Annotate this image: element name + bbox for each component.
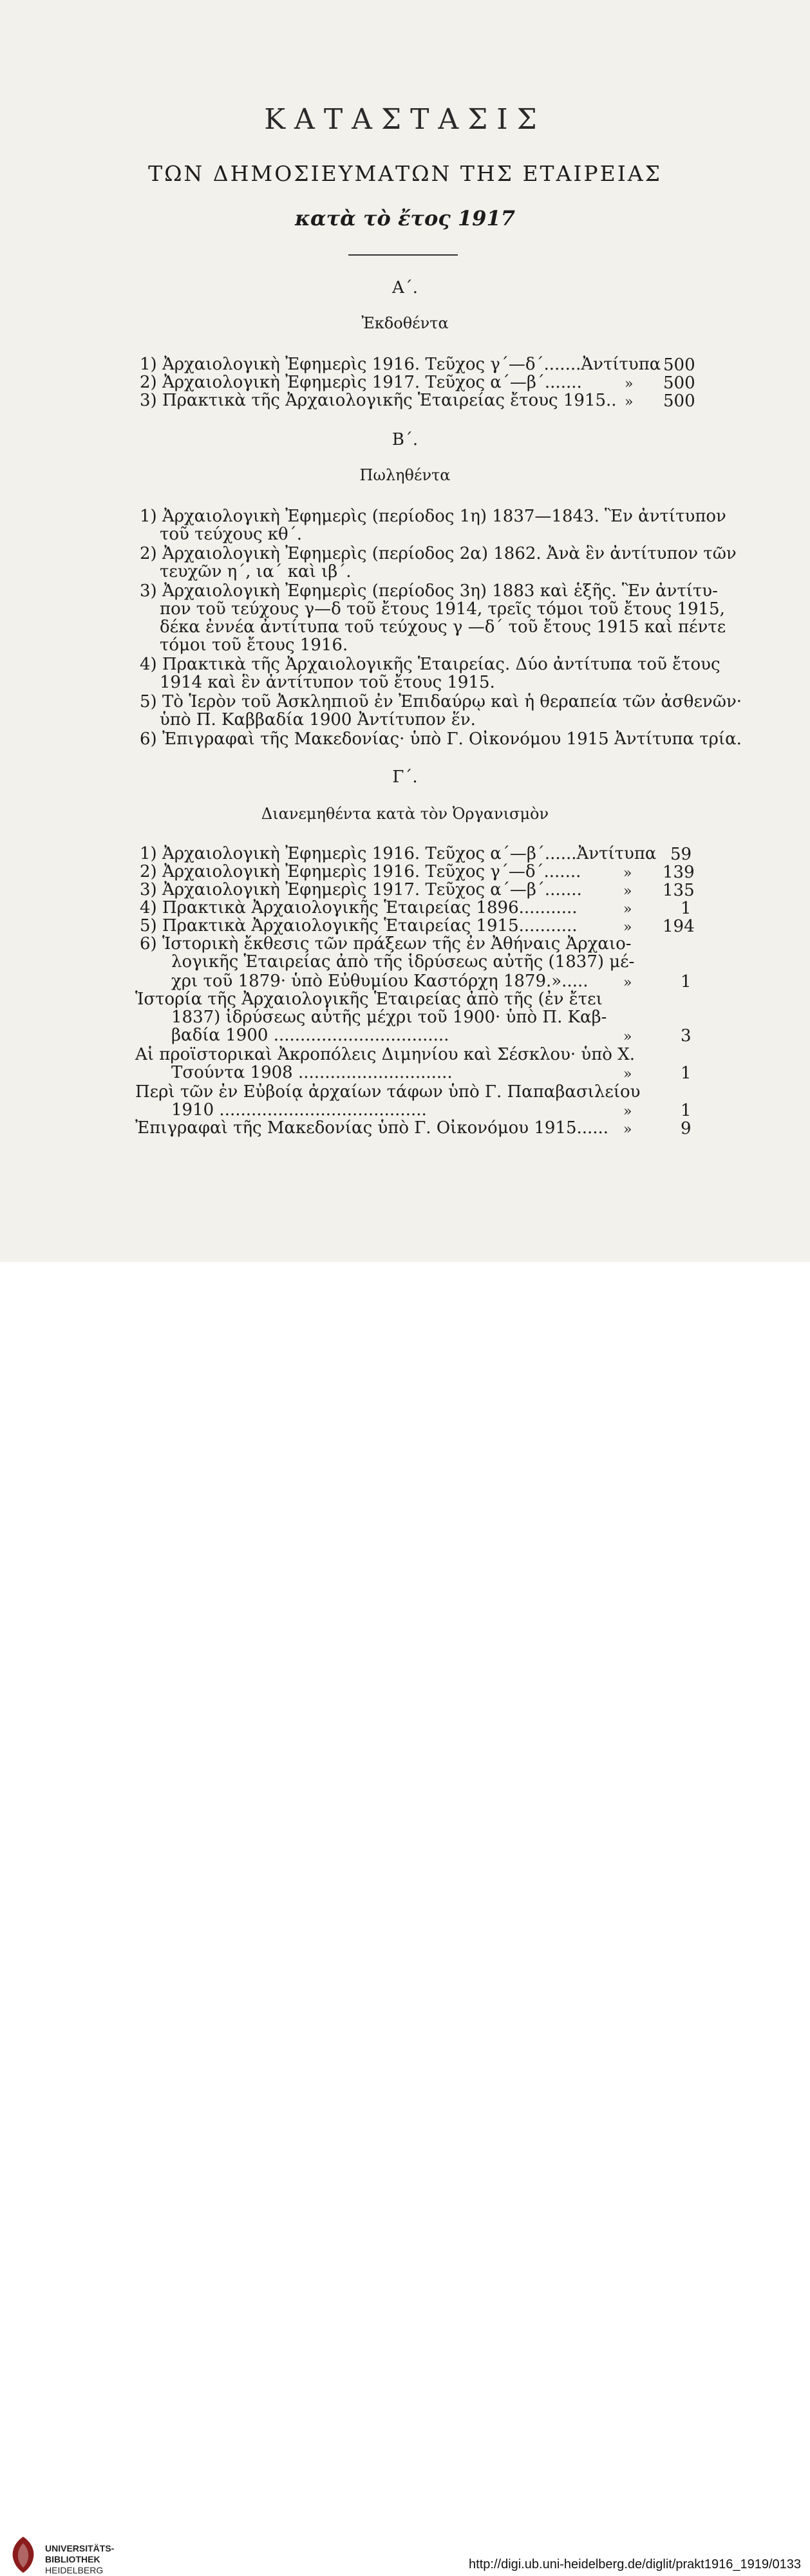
section-c-line: 2) Ἀρχαιολογικὴ Ἐφημερὶς 1916. Τεῦχος γ΄—δ΄....... xyxy=(140,862,581,881)
section-b-line: πον τοῦ τεύχους γ—δ τοῦ ἔτους 1914, τρεῖς τόμοι τοῦ ἔτους 1915, xyxy=(160,599,725,619)
section-c-line: 5) Πρακτικὰ Ἀρχαιολογικῆς Ἑταιρείας 1915........... xyxy=(140,916,578,935)
section-b-line: 6) Ἐπιγραφαὶ τῆς Μακεδονίας· ὑπὸ Γ. Οἰκονόμου 1915 Ἀντίτυπα τρία. xyxy=(140,729,742,749)
copies-count: 194 xyxy=(663,917,695,936)
section-c-line: Τσούντα 1908 ............................. xyxy=(171,1063,453,1082)
page-subtitle: ΤΩΝ ΔΗΜΟΣΙΕΥΜΑΤΩΝ ΤΗΣ ΕΤΑΙΡΕΙΑΣ xyxy=(148,161,662,186)
copies-count: 9 xyxy=(681,1119,692,1138)
copies-count: 1 xyxy=(681,899,692,918)
copies-count: 1 xyxy=(681,1064,692,1083)
source-url-link[interactable]: http://digi.ub.uni-heidelberg.de/diglit/prakt1916_1919/0133 xyxy=(469,2557,801,2571)
section-c-line: Αἱ προϊστορικαὶ Ἀκροπόλεις Διμηνίου καὶ Σέσκλου· ὑπὸ Χ. xyxy=(135,1045,636,1064)
section-b-line: ὑπὸ Π. Καββαδία 1900 Ἀντίτυπον ἕν. xyxy=(160,710,476,729)
section-c-letter: Γ΄. xyxy=(392,767,418,787)
ditto-mark: » xyxy=(623,975,632,991)
year-line: κατὰ τὸ ἔτος 1917 xyxy=(295,206,515,230)
section-a-letter: Α΄. xyxy=(391,278,419,297)
section-b-line: 1914 καὶ ἓν ἀντίτυπον τοῦ ἔτους 1915. xyxy=(160,673,495,692)
section-b-line: 2) Ἀρχαιολογικὴ Ἐφημερὶς (περίοδος 2α) 1862. Ἀνὰ ἓν ἀντίτυπον τῶν xyxy=(140,544,737,563)
title-divider xyxy=(348,254,458,256)
copies-count: 59 xyxy=(670,845,692,864)
section-c-line: Περὶ τῶν ἐν Εὐβοίᾳ ἀρχαίων τάφων ὑπὸ Γ. Παπαβασιλείου xyxy=(135,1082,641,1102)
ditto-mark: » xyxy=(623,1104,632,1120)
library-name-line3: HEIDELBERG xyxy=(45,2565,104,2575)
section-c-line: 4) Πρακτικὰ Ἀρχαιολογικῆς Ἑταιρείας 1896........... xyxy=(140,898,578,917)
section-b-line: δέκα ἐννέα ἀντίτυπα τοῦ τεύχους γ —δ΄ τοῦ ἔτους 1915 καὶ πέντε xyxy=(160,617,726,637)
ditto-mark: » xyxy=(623,883,632,899)
copies-count: 1 xyxy=(681,972,692,992)
copies-count: 500 xyxy=(663,355,695,375)
copies-count: 500 xyxy=(663,391,695,411)
university-seal-icon xyxy=(9,2535,37,2574)
section-c-line: Ἐπιγραφαὶ τῆς Μακεδονίας ὑπὸ Γ. Οἰκονόμου 1915...... xyxy=(135,1118,609,1138)
section-a-line: 1) Ἀρχαιολογικὴ Ἐφημερὶς 1916. Τεῦχος γ΄—δ΄.......Ἀντίτυπα xyxy=(140,355,661,374)
section-c-line: 6) Ἱστορικὴ ἔκθεσις τῶν πράξεων τῆς ἐν Ἀθήναις Ἀρχαιο- xyxy=(140,934,632,954)
ditto-mark: » xyxy=(623,1122,632,1138)
section-b-line: τοῦ τεύχους κθ΄. xyxy=(160,525,302,544)
section-c-line: Ἱστορία τῆς Ἀρχαιολογικῆς Ἑταιρείας ἀπὸ τῆς (ἐν ἔτει xyxy=(135,990,603,1009)
section-c-line: 3) Ἀρχαιολογικὴ Ἐφημερὶς 1917. Τεῦχος α΄—β΄....... xyxy=(140,880,582,899)
copies-count: 139 xyxy=(663,863,695,882)
section-c-line: λογικῆς Ἑταιρείας ἀπὸ τῆς ἱδρύσεως αὐτῆς (1837) μέ- xyxy=(171,952,635,972)
copies-count: 3 xyxy=(681,1026,692,1046)
ditto-mark: » xyxy=(623,1066,632,1082)
section-b-line: τευχῶν η΄, ια΄ καὶ ιβ΄. xyxy=(160,562,352,581)
section-c-name: Διανεμηθέντα κατὰ τὸν Ὀργανισμὸν xyxy=(261,805,549,823)
section-a-name: Ἐκδοθέντα xyxy=(361,314,449,332)
ditto-mark: » xyxy=(623,901,632,917)
ditto-mark: » xyxy=(623,919,632,935)
ditto-mark: » xyxy=(625,394,634,410)
section-c-line: χρι τοῦ 1879· ὑπὸ Εὐθυμίου Καστόρχη 1879.»..... xyxy=(171,972,589,991)
section-a-line: 2) Ἀρχαιολογικὴ Ἐφημερὶς 1917. Τεῦχος α΄—β΄....... xyxy=(140,373,582,392)
section-b-name: Πωληθέντα xyxy=(359,466,451,484)
section-c-line: 1910 ....................................... xyxy=(171,1100,427,1120)
ditto-mark: » xyxy=(625,376,634,392)
ditto-mark: » xyxy=(623,1029,632,1045)
section-b-letter: Β΄. xyxy=(391,430,419,449)
document-page xyxy=(0,0,810,1262)
page-title: ΚΑΤΑΣΤΑΣΙΣ xyxy=(264,103,546,136)
section-b-line: 1) Ἀρχαιολογικὴ Ἐφημερὶς (περίοδος 1η) 1837—1843. Ἓν ἀντίτυπον xyxy=(140,507,726,526)
library-name-line1: UNIVERSITÄTS- xyxy=(45,2543,115,2553)
ditto-mark: » xyxy=(623,865,632,881)
section-b-line: 4) Πρακτικὰ τῆς Ἀρχαιολογικῆς Ἑταιρείας. Δύο ἀντίτυπα τοῦ ἔτους xyxy=(140,655,721,674)
section-a-line: 3) Πρακτικὰ τῆς Ἀρχαιολογικῆς Ἑταιρείας ἔτους 1915.. xyxy=(140,391,617,410)
copies-count: 500 xyxy=(663,373,695,393)
section-c-line: 1837) ἱδρύσεως αὐτῆς μέχρι τοῦ 1900· ὑπὸ Π. Καβ- xyxy=(171,1008,607,1027)
library-name-line2: BIBLIOTHEK xyxy=(45,2554,100,2564)
copies-count: 135 xyxy=(663,881,695,900)
section-c-line: βαδία 1900 ................................. xyxy=(171,1026,449,1045)
section-b-line: τόμοι τοῦ ἔτους 1916. xyxy=(160,635,348,655)
footer-bar xyxy=(0,1262,810,2575)
section-c-line: 1) Ἀρχαιολογικὴ Ἐφημερὶς 1916. Τεῦχος α΄—β΄......Ἀντίτυπα xyxy=(140,844,657,863)
section-b-line: 5) Τὸ Ἱερὸν τοῦ Ἀσκληπιοῦ ἐν Ἐπιδαύρῳ καὶ ἡ θεραπεία τῶν ἀσθενῶν· xyxy=(140,692,742,711)
copies-count: 1 xyxy=(681,1101,692,1120)
section-b-line: 3) Ἀρχαιολογικὴ Ἐφημερὶς (περίοδος 3η) 1883 καὶ ἑξῆς. Ἓν ἀντίτυ- xyxy=(140,581,718,601)
